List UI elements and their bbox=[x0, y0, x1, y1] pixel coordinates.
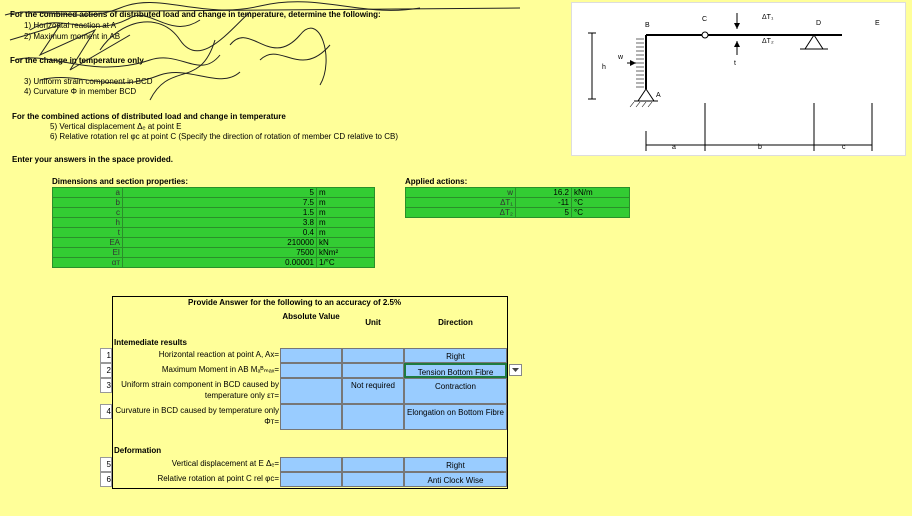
applied-row bbox=[406, 198, 630, 208]
dimension-symbol: h bbox=[53, 218, 123, 228]
dimension-value[interactable]: 3.8 bbox=[123, 218, 317, 228]
dimension-unit: kNm² bbox=[317, 248, 375, 258]
answer-label: Vertical displacement at E Δₑ= bbox=[171, 459, 279, 468]
applied-unit: °C bbox=[572, 198, 630, 208]
applied-row bbox=[406, 188, 630, 198]
dimension-symbol: a bbox=[53, 188, 123, 198]
answer-direction-select[interactable]: Contraction bbox=[404, 378, 507, 404]
answer-label: Uniform strain component in BCD caused by temperature only εᴛ= bbox=[121, 380, 279, 400]
dimension-value[interactable]: 1.5 bbox=[123, 208, 317, 218]
header-unit: Unit bbox=[365, 318, 381, 327]
dimension-symbol: t bbox=[53, 228, 123, 238]
dimension-value[interactable]: 0.4 bbox=[123, 228, 317, 238]
dimension-value[interactable]: 5 bbox=[123, 188, 317, 198]
applied-symbol: ΔT₁ bbox=[406, 198, 516, 208]
applied-table bbox=[405, 187, 630, 218]
row-number: 4 bbox=[100, 404, 112, 419]
dimension-row bbox=[53, 228, 375, 238]
answer-value-input[interactable] bbox=[280, 472, 342, 487]
label-c-point: C bbox=[702, 16, 708, 23]
header-direction: Direction bbox=[438, 318, 473, 327]
applied-symbol: ΔT₂ bbox=[406, 208, 516, 218]
dimension-value[interactable]: 210000 bbox=[123, 238, 317, 248]
applied-row bbox=[406, 208, 630, 218]
combined-item-6: 6) Relative rotation rel φᴄ at point C (Specify the direction of rotation of member CD relative to CB) bbox=[50, 132, 398, 141]
instruction-line-3: 2) Maximum moment in AB bbox=[24, 32, 121, 41]
applied-value[interactable]: 5 bbox=[516, 208, 572, 218]
label-c-dim: c bbox=[842, 144, 846, 151]
label-b-point: B bbox=[645, 22, 650, 29]
dimension-unit: kN bbox=[317, 238, 375, 248]
row-number: 6 bbox=[100, 472, 112, 487]
answer-unit-input[interactable] bbox=[342, 457, 404, 472]
structure-figure bbox=[571, 2, 906, 156]
answer-label: Curvature in BCD caused by temperature only Φᴛ= bbox=[115, 406, 279, 426]
answer-unit-input[interactable]: Not required bbox=[342, 378, 404, 404]
label-dt1: ΔT₁ bbox=[762, 14, 774, 21]
dimension-symbol: EA bbox=[53, 238, 123, 248]
label-w: w bbox=[618, 54, 624, 61]
row-number: 2 bbox=[100, 363, 112, 378]
dimension-symbol: EI bbox=[53, 248, 123, 258]
enter-answers-note: Enter your answers in the space provided. bbox=[12, 155, 173, 164]
dimension-unit: m bbox=[317, 198, 375, 208]
answer-value-input[interactable] bbox=[280, 457, 342, 472]
dimension-unit: m bbox=[317, 228, 375, 238]
dimension-unit: 1/°C bbox=[317, 258, 375, 268]
header-absolute-value: Absolute Value bbox=[282, 312, 340, 321]
dimension-row bbox=[53, 248, 375, 258]
answer-direction-select[interactable]: Tension Bottom Fibre bbox=[404, 363, 507, 378]
dimensions-table bbox=[52, 187, 375, 268]
label-h: h bbox=[602, 64, 606, 71]
dimensions-title: Dimensions and section properties: bbox=[52, 177, 189, 186]
answer-label: Relative rotation at point C rel φᴄ= bbox=[157, 474, 279, 483]
answer-unit-input[interactable] bbox=[342, 348, 404, 363]
label-e-point: E bbox=[875, 20, 880, 27]
answer-direction-select[interactable]: Right bbox=[404, 457, 507, 472]
combined-title: For the combined actions of distributed load and change in temperature bbox=[12, 112, 286, 121]
dimension-symbol: αᴛ bbox=[53, 258, 123, 268]
answer-unit-input[interactable] bbox=[342, 472, 404, 487]
dimension-value[interactable]: 7500 bbox=[123, 248, 317, 258]
applied-unit: °C bbox=[572, 208, 630, 218]
combined-item-5: 5) Vertical displacement Δₑ at point E bbox=[50, 122, 182, 131]
dimension-unit: m bbox=[317, 188, 375, 198]
section-deformation: Deformation bbox=[114, 446, 162, 455]
label-d-point: D bbox=[816, 20, 822, 27]
row-number: 3 bbox=[100, 378, 112, 393]
frame-diagram bbox=[572, 3, 907, 157]
label-dt2: ΔT₂ bbox=[762, 38, 774, 45]
instruction-line-1: For the combined actions of distributed load and change in temperature, determine the following: bbox=[10, 10, 381, 19]
dimension-row bbox=[53, 208, 375, 218]
answer-unit-input[interactable] bbox=[342, 363, 404, 378]
answer-unit-input[interactable] bbox=[342, 404, 404, 430]
answer-value-input[interactable] bbox=[280, 378, 342, 404]
applied-unit: kN/m bbox=[572, 188, 630, 198]
dimension-row bbox=[53, 198, 375, 208]
answer-direction-select[interactable]: Elongation on Bottom Fibre bbox=[404, 404, 507, 430]
label-b-dim: b bbox=[758, 144, 762, 151]
label-a-dim: a bbox=[672, 144, 676, 151]
label-a-point: A bbox=[656, 92, 661, 99]
applied-value[interactable]: 16.2 bbox=[516, 188, 572, 198]
applied-title: Applied actions: bbox=[405, 177, 468, 186]
label-t: t bbox=[734, 60, 736, 67]
answer-value-input[interactable] bbox=[280, 363, 342, 378]
dimension-row bbox=[53, 258, 375, 268]
row-number: 5 bbox=[100, 457, 112, 472]
direction-dropdown-button[interactable] bbox=[509, 364, 522, 376]
dimension-unit: m bbox=[317, 208, 375, 218]
instruction-line-6: 4) Curvature Φ in member BCD bbox=[24, 87, 137, 96]
answer-label: Horizontal reaction at point A, Ax= bbox=[158, 350, 279, 359]
instruction-line-5: 3) Uniform strain component in BCD bbox=[24, 77, 153, 86]
answer-direction-select[interactable]: Right bbox=[404, 348, 507, 363]
row-number: 1 bbox=[100, 348, 112, 363]
dimension-value[interactable]: 7.5 bbox=[123, 198, 317, 208]
dimension-row bbox=[53, 218, 375, 228]
dimension-symbol: b bbox=[53, 198, 123, 208]
dimension-row bbox=[53, 238, 375, 248]
section-intermediate: Intemediate results bbox=[114, 338, 187, 347]
answer-title: Provide Answer for the following to an accuracy of 2.5% bbox=[188, 298, 402, 307]
dimension-symbol: c bbox=[53, 208, 123, 218]
applied-value[interactable]: -11 bbox=[516, 198, 572, 208]
dimension-row bbox=[53, 188, 375, 198]
answer-value-input[interactable] bbox=[280, 348, 342, 363]
answer-value-input[interactable] bbox=[280, 404, 342, 430]
applied-symbol: w bbox=[406, 188, 516, 198]
dimension-unit: m bbox=[317, 218, 375, 228]
instruction-line-4: For the change in temperature only bbox=[10, 56, 144, 65]
instruction-line-2: 1) Horizontal reaction at A bbox=[24, 21, 117, 30]
dimension-value[interactable]: 0.00001 bbox=[123, 258, 317, 268]
answer-direction-select[interactable]: Anti Clock Wise bbox=[404, 472, 507, 487]
chevron-down-icon bbox=[510, 365, 521, 375]
answer-label: Maximum Moment in AB Mₐᴮₘₐₓ= bbox=[161, 365, 279, 374]
